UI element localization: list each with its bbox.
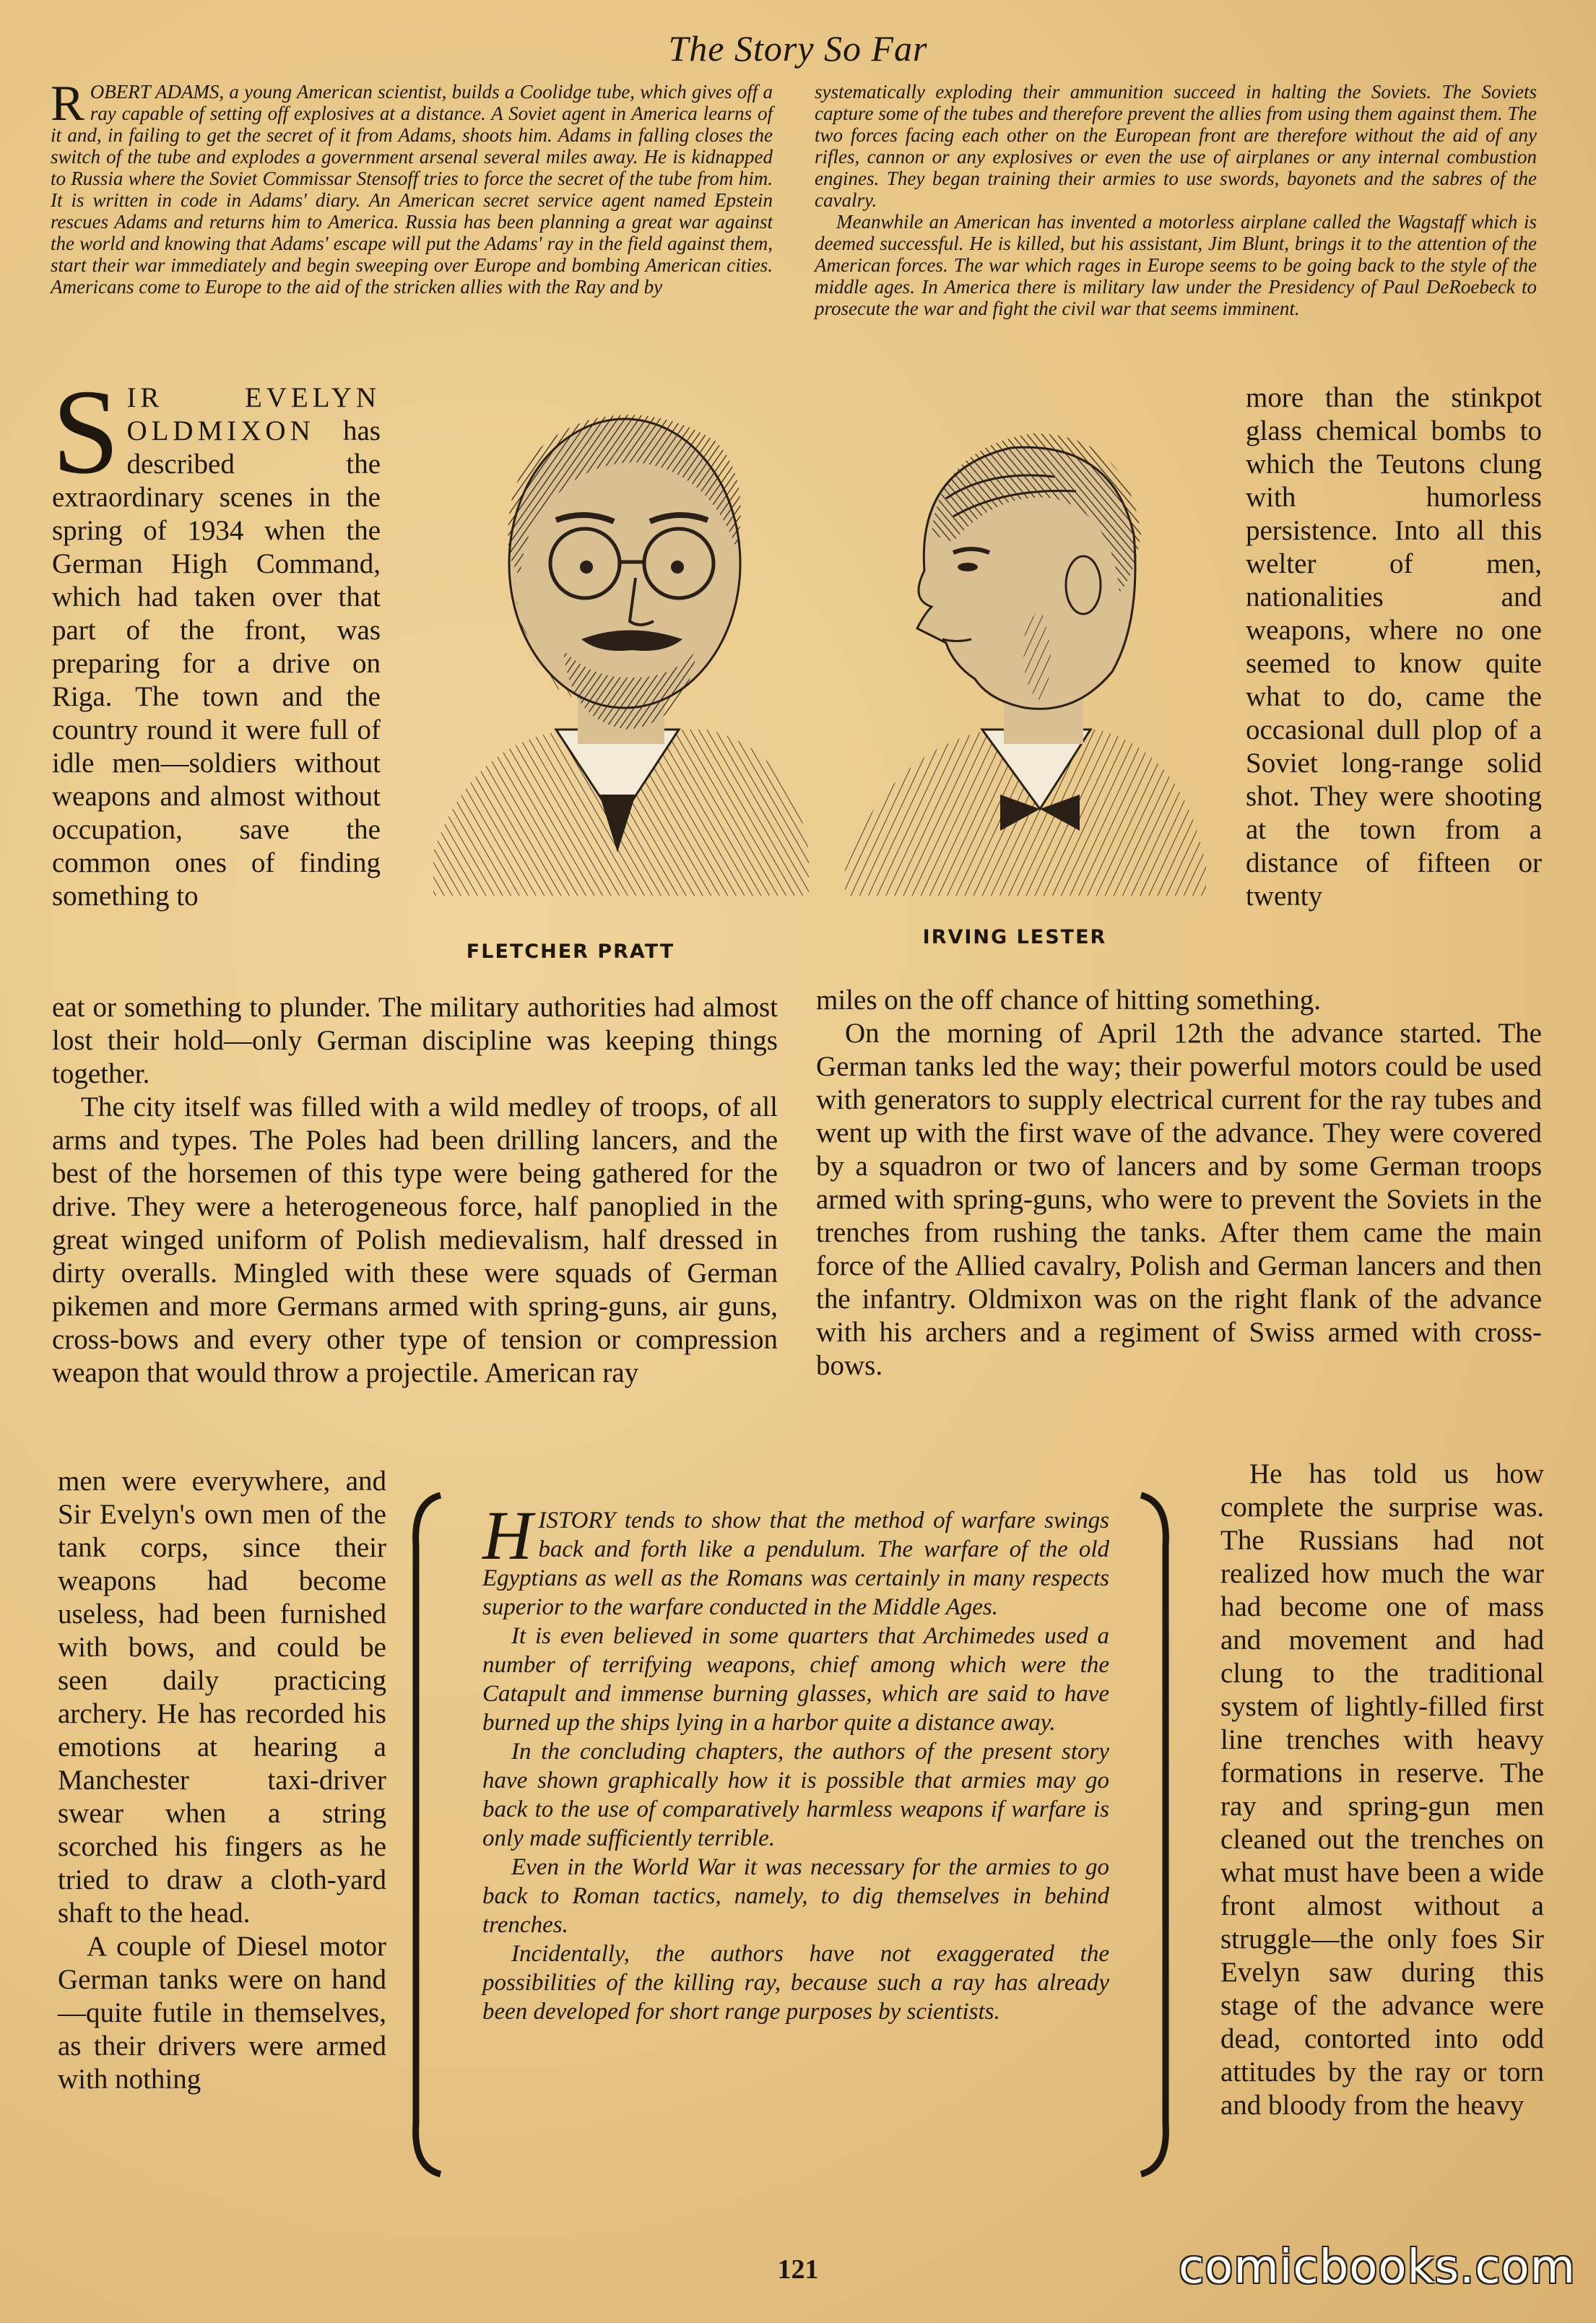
fletcher-pratt-portrait: [419, 390, 816, 928]
body-col2-wide: [816, 984, 1542, 1383]
irving-lester-portrait: [823, 390, 1217, 928]
caption-fletcher-pratt: FLETCHER PRATT: [466, 940, 675, 963]
body-col1-top-text: has described the extraordinary scenes in the spring of 1934 when the German High Command, which had taken over that part of the front, was preparing for a drive on Riga. The town and the country round it were full of idle men—soldiers without weapons and almost without occupation, save the common ones of finding something to: [52, 415, 381, 912]
page-header: The Story So Far: [668, 28, 928, 69]
editorial-p1-text: ISTORY tends to show that the method of warfare swings back and forth like a pendulum. The warfare of the old Egyptians as well as the Romans was certainly in many respects superior to the warfare conducted in the Middle Ages.: [482, 1507, 1109, 1620]
body-col1-p3: A couple of Diesel motor German tanks were on hand—quite futile in themselves, as their drivers were armed with nothing: [58, 1931, 386, 2095]
body-col1-bottom-text: men were everywhere, and Sir Evelyn's own men of the tank corps, since their weapons had become useless, had been furnished with bows, and could be seen daily practicing archery. He has recorded his emotions at hearing a Manchester taxi-driver swear when a string scorched his fingers as he tried to draw a cloth-yard shaft to the head.: [58, 1466, 386, 1929]
synopsis-right-p2: Meanwhile an American has invented a motorless airplane called the Wagstaff which is deemed successful. He is killed, but his assistant, Jim Blunt, brings it to the attention of the American forces. The war which rages in Europe seems to be going back to the style of the middle ages. In America there is military law under the Presidency of Paul DeRoebeck to prosecute the war and fight the civil war that seems imminent.: [815, 211, 1537, 319]
body-opening-caps: IR EVELYN OLDMIXON: [126, 382, 381, 446]
body-col2-wide-text: miles on the off chance of hitting something.: [816, 985, 1321, 1016]
editorial-note: [482, 1497, 1109, 2026]
portrait-irving-lester: [823, 390, 1217, 928]
editorial-p1: [482, 1497, 1109, 1622]
body-col2-bottom-text: He has told us how complete the surprise was. The Russians had not realized how much the war had become one of mass and movement and had clung to the traditional system of lightly-filled first line trenches with heavy formations in reserve. The ray and spring-gun men cleaned out the trenches on what must have been a wide front almost without a struggle—the only foes Sir Evelyn saw during this stage of the advance were dead, contorted into odd attitudes by the ray or torn and bloody from the heavy: [1220, 1458, 1544, 2121]
synopsis-left-text: OBERT ADAMS, a young American scientist, builds a Coolidge tube, which gives off a ray capable of setting off explosives at a distance. A Soviet agent in America learns of it and, in failing to get the secret of it from Adams, shoots him. Adams in falling closes the switch of the tube and explodes a government arsenal several miles away. He is kidnapped to Russia where the Soviet Commissar Stensoff tries to force the secret of the tube from him. It is written in code in Adams' diary. An American secret service agent named Epstein rescues Adams and returns him to America. Russia has been planning a great war against the world and knowing that Adams' escape will put the Adams' ray in the field against them, start their war immediately and begin sweeping over Europe and bombing American cities. Americans come to Europe to the aid of the stricken allies with the Ray and by: [51, 81, 773, 298]
page-number: 121: [777, 2254, 819, 2285]
body-dropcap: S: [52, 365, 120, 499]
body-col2-top-text: more than the stinkpot glass chemical bombs to which the Teutons clung with humorless persistence. Into all this welter of men, nationalities and weapons, where no one seemed to know quite what to do, came the occasional dull plop of a Soviet long-range solid shot. They were shooting at the town from a distance of fifteen or twenty: [1246, 382, 1542, 912]
editorial-p4: Even in the World War it was necessary for the armies to go back to Roman tactics, namely, to dig themselves in behind trenches.: [482, 1854, 1109, 1938]
editorial-p3: In the concluding chapters, the authors of the present story have shown graphically how it is possible that armies may go back to the use of comparatively harmless weapons if warfare is only made sufficiently terrible.: [482, 1739, 1109, 1851]
body-col2-top: [1246, 381, 1542, 913]
right-bracket: [1134, 1488, 1177, 2181]
body-col1-wide-text: eat or something to plunder. The military authorities had almost lost their hold—only German discipline was keeping things together.: [52, 992, 778, 1089]
body-col2-bottom: [1220, 1458, 1544, 2122]
editorial-dropcap: H: [482, 1497, 533, 1574]
body-col1-bottom: [58, 1465, 386, 2096]
source-watermark: comicbooks.com: [1178, 2241, 1576, 2294]
portrait-fletcher-pratt: [419, 390, 816, 928]
body-col1-top: [52, 365, 381, 913]
synopsis-right: [815, 81, 1537, 319]
caption-irving-lester: IRVING LESTER: [922, 926, 1107, 948]
editorial-p2: It is even believed in some quarters that Archimedes used a number of terrifying weapons, chief among which were the Catapult and immense burning glasses, which are said to have burned up the ships lying in a harbor quite a distance away.: [482, 1623, 1109, 1736]
synopsis-left: [51, 76, 773, 298]
body-col1-p2: The city itself was filled with a wild medley of troops, of all arms and types. The Poles had been drilling lancers, and the best of the horsemen of this type were being gathered for the drive. They were a heterogeneous force, half panoplied in the great winged uniform of Polish medievalism, half dressed in dirty overalls. Mingled with these were squads of German pikemen and more Germans armed with spring-guns, air guns, cross-bows and every other type of tension or compression weapon that would throw a projectile. American ray: [52, 1091, 778, 1388]
editorial-p5: Incidentally, the authors have not exaggerated the possibilities of the killing ray, because such a ray has already been developed for short range purposes by scientists.: [482, 1941, 1109, 2025]
left-bracket: [404, 1488, 448, 2181]
body-col1-wide: [52, 991, 778, 1390]
body-col2-p2: On the morning of April 12th the advance started. The German tanks led the way; their powerful motors could be used with generators to supply electrical current for the ray tubes and went up with the first wave of the advance. They were covered by a squadron or two of lancers and by some German troops armed with spring-guns, who were to prevent the Soviets in the trenches from rushing the tanks. After them came the main force of the Allied cavalry, Polish and German lancers and then the infantry. Oldmixon was on the right flank of the advance with his archers and a regiment of Swiss armed with cross-bows.: [816, 1018, 1542, 1381]
synopsis-dropcap: R: [51, 76, 84, 131]
synopsis-right-p1: systematically exploding their ammunition succeed in halting the Soviets. The Soviets capture some of the tubes and therefore prevent the allies from using them against them. The two forces facing each other on the European front are therefore without the aid of any rifles, cannon or any explosives or even the use of airplanes or any internal combustion engines. They began training their armies to use swords, bayonets and the sabres of the cavalry.: [815, 81, 1537, 211]
